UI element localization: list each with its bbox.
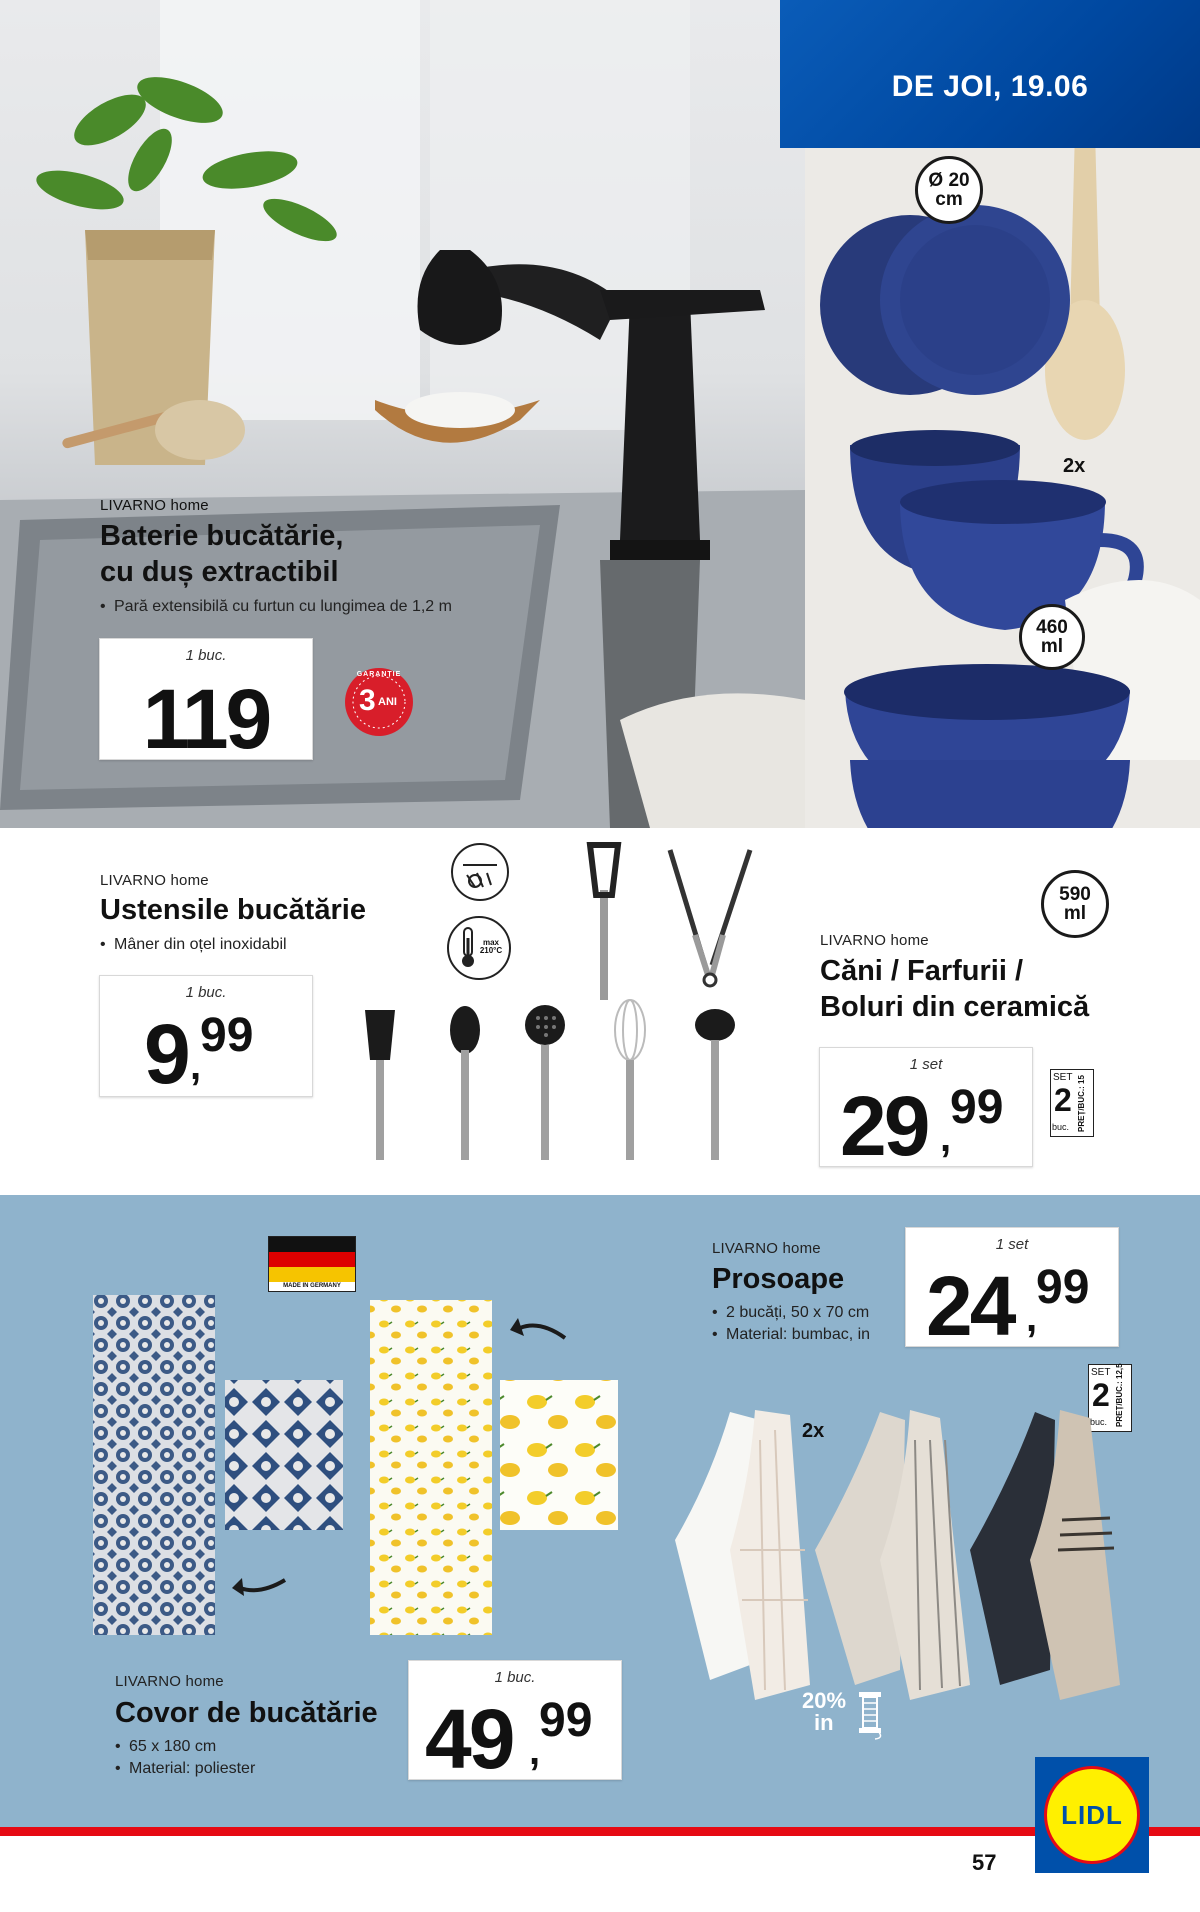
page-number: 57 <box>972 1850 997 1875</box>
faucet-price: 119 <box>142 672 270 766</box>
ceramics-title-line2: Boluri din ceramică <box>820 991 1090 1023</box>
towels-quantity: 2x <box>802 1420 825 1442</box>
utensils-illustration <box>350 835 780 1165</box>
ceramics-unit: 1 set <box>909 1056 943 1073</box>
utensils-price-int: 9 <box>144 1007 188 1101</box>
guarantee-word: ANI <box>378 696 397 708</box>
utensils-unit: 1 buc. <box>185 984 227 1001</box>
towels-price-dec: 99 <box>1036 1261 1090 1314</box>
rug-price-dec: 99 <box>539 1694 593 1747</box>
faucet-unit: 1 buc. <box>185 647 227 664</box>
faucet-title-line1: Baterie bucătărie, <box>100 520 344 552</box>
date-text: DE JOI, 19.06 <box>891 70 1089 103</box>
guarantee-years: 3 <box>359 684 376 717</box>
rug-bullet-2: • Material: poliester <box>115 1758 255 1780</box>
utensils-title: Ustensile bucătărie <box>100 894 366 926</box>
bowl-volume-value: 590 <box>1059 884 1091 905</box>
guarantee-ring-text: GARANȚIE <box>356 671 402 678</box>
date-banner <box>780 0 1200 148</box>
utensils-price-comma: , <box>190 1044 202 1088</box>
linen-percent: 20% <box>802 1688 847 1713</box>
faucet-title-line2: cu duș extractibil <box>100 556 339 588</box>
lidl-logo <box>1035 1757 1149 1873</box>
rug-price-int: 49 <box>425 1692 513 1786</box>
faucet-bullet-1: • Pară extensibilă cu furtun cu lungimea de 1,2 m <box>100 596 452 618</box>
utensils-price-box <box>99 975 313 1101</box>
towels-title: Prosoape <box>712 1263 845 1295</box>
ladle <box>695 1009 735 1160</box>
ceramics-set-side: PREȚ/BUC.: 15 <box>1077 1075 1086 1132</box>
utensils-price-dec: 99 <box>200 1009 254 1062</box>
towels-set-count: 2 <box>1092 1377 1110 1413</box>
flag-black-stripe <box>269 1237 355 1252</box>
towels-brand: LIVARNO home <box>712 1240 821 1257</box>
ceramics-price-int: 29 <box>840 1079 928 1173</box>
heat-resistance-label: max 210°C <box>479 938 503 955</box>
towels-unit: 1 set <box>995 1236 1029 1253</box>
bowl-volume-badge <box>1041 870 1109 938</box>
ceramics-price-comma: , <box>940 1116 952 1160</box>
bottom-red-stripe <box>0 1827 1200 1836</box>
pasta-spoon <box>450 1006 480 1160</box>
utensils-bullet-1: • Mâner din oțel inoxidabil <box>100 934 287 956</box>
towels-set-side: PREȚ/BUC.: 12,5 <box>1115 1363 1124 1427</box>
linen-word: in <box>814 1710 834 1735</box>
masher <box>590 845 618 1000</box>
cup-volume-value: 460 <box>1036 617 1068 638</box>
ceramics-set-count: 2 <box>1054 1082 1072 1118</box>
cup-volume-badge <box>1019 604 1085 670</box>
flag-red-stripe <box>269 1252 355 1267</box>
flag-caption: MADE IN GERMANY <box>269 1282 355 1291</box>
ceramics-set-unit: buc. <box>1052 1122 1070 1132</box>
tongs <box>670 850 750 986</box>
plate-size-value: Ø 20 <box>928 170 970 191</box>
rugs-illustration <box>90 1290 630 1640</box>
towels-bullets <box>712 1302 870 1345</box>
towels-bullet-2: • Material: bumbac, in <box>712 1324 870 1346</box>
skimmer <box>525 1005 565 1160</box>
rug-bullets <box>115 1736 255 1779</box>
utensils-bullets <box>100 934 287 956</box>
towels-price-comma: , <box>1026 1296 1038 1340</box>
ceramics-set-label <box>1050 1069 1094 1137</box>
towels-set-unit: buc. <box>1090 1417 1108 1427</box>
faucet-price-box <box>99 638 313 766</box>
flag-gold-stripe <box>269 1267 355 1282</box>
turner <box>365 1010 395 1160</box>
rug-price-comma: , <box>529 1729 541 1773</box>
towels-bullet-1: • 2 bucăți, 50 x 70 cm <box>712 1302 870 1324</box>
faucet-bullets <box>100 596 452 618</box>
plate-size-badge <box>915 156 983 224</box>
plate-size-unit: cm <box>935 189 963 210</box>
rug-brand: LIVARNO home <box>115 1673 224 1690</box>
cup-volume-unit: ml <box>1040 636 1064 657</box>
thread-spool-icon <box>855 1690 887 1740</box>
utensils-brand: LIVARNO home <box>100 872 209 889</box>
faucet-brand: LIVARNO home <box>100 497 209 514</box>
rug-unit: 1 buc. <box>494 1669 536 1686</box>
guarantee-seal <box>345 668 413 736</box>
towels-price-int: 24 <box>926 1259 1014 1353</box>
towels-set-word: SET <box>1091 1367 1111 1378</box>
rug-price-box <box>408 1660 622 1786</box>
towels-price-box <box>905 1227 1119 1353</box>
cups-quantity: 2x <box>1063 455 1086 477</box>
whisk <box>615 1000 645 1160</box>
rug-title: Covor de bucătărie <box>115 1697 378 1729</box>
ceramics-title-line1: Căni / Farfurii / <box>820 955 1024 987</box>
towels-illustration <box>670 1400 1140 1730</box>
ceramics-set-word: SET <box>1053 1072 1073 1083</box>
bowl-volume-unit: ml <box>1063 903 1087 924</box>
ceramics-brand: LIVARNO home <box>820 932 929 949</box>
made-in-germany-flag <box>268 1236 356 1292</box>
ceramics-price-box <box>819 1047 1033 1173</box>
linen-content-badge <box>800 1688 890 1748</box>
lidl-logo-text: LIDL <box>1061 1800 1123 1830</box>
rug-bullet-1: • 65 x 180 cm <box>115 1736 255 1758</box>
ceramics-price-dec: 99 <box>950 1081 1004 1134</box>
